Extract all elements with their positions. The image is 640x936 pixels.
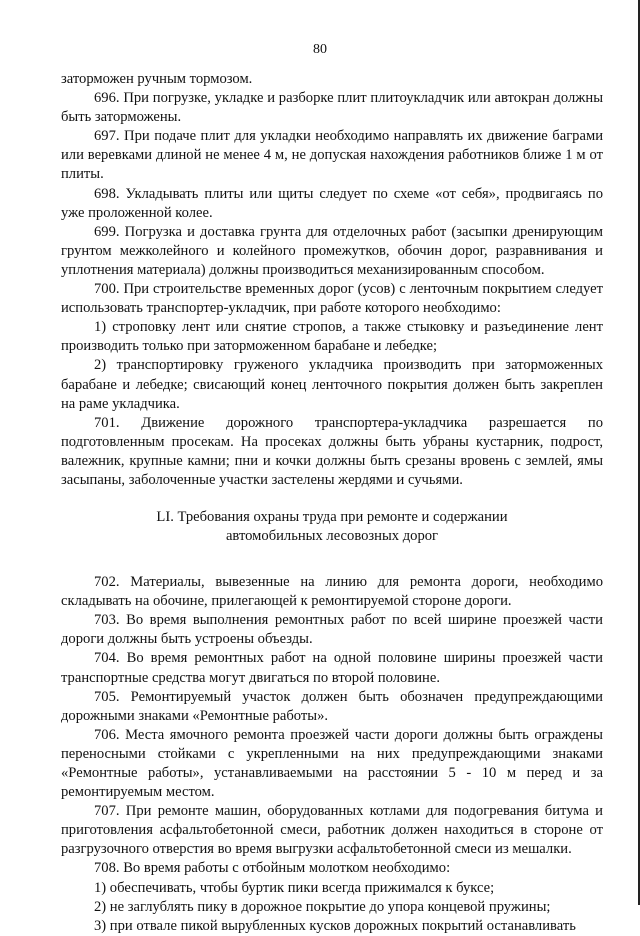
page-number: 80	[313, 42, 327, 57]
paragraph-708: 708. Во время работы с отбойным молотком необходимо:	[94, 860, 451, 877]
paragraph-705: 705. Ремонтируемый участок должен быть обозначен предупреждающими дорожными знаками «Ремонтные работы».	[61, 688, 603, 724]
section-heading-line1: LI. Требования охраны труда при ремонте и содержании	[156, 509, 508, 526]
list-item-708-1: 1) обеспечивать, чтобы буртик пики всегда прижимался к буксе;	[94, 879, 495, 896]
section-heading-line2: автомобильных лесовозных дорог	[225, 528, 439, 545]
paragraph-704: 704. Во время ремонтных работ на одной половине ширины проезжей части транспортные средства могут двигаться по второй половине.	[61, 650, 603, 686]
paragraph-699: 699. Погрузка и доставка грунта для отделочных работ (засыпки дренирующим грунтом межколейного и колейного промежутков, обочин дорог, разравнивания и уплотнения материала) должны производиться механизированным способом.	[61, 223, 603, 278]
section-heading	[61, 508, 603, 546]
paragraph-706: 706. Места ямочного ремонта проезжей части дороги должны быть ограждены переносными стойками с укрепленными на них предупреждающими знаками «Ремонтные работы», устанавливаемыми на расстоянии 5 - 10 м перед и за ремонтируемым местом.	[61, 726, 603, 801]
paragraph: заторможен ручным тормозом.	[61, 71, 253, 87]
document-body	[61, 70, 603, 936]
paragraph-702: 702. Материалы, вывезенные на линию для ремонта дороги, необходимо складывать на обочине, прилегающей к ремонтируемой стороне дороги.	[61, 574, 603, 610]
paragraph-701: 701. Движение дорожного транспортера-укладчика разрешается по подготовленным просекам. На просеках должны быть убраны кустарник, подрост, валежник, крупные камни; пни и кочки должны быть срезаны вровень с землей, ямы засыпаны, заболоченные участки застелены жердями и сучьями.	[61, 414, 603, 488]
paragraph-707: 707. При ремонте машин, оборудованных котлами для подогревания битума и приготовления асфальтобетонной смеси, работник должен находиться в стороне от разгрузочного отверстия во время выгрузки асфальтобетонной смеси из мешалки.	[61, 803, 603, 858]
list-item-708-3: 3) при отвале пикой вырубленных кусков дорожных покрытий останавливать	[94, 917, 576, 934]
paragraph-697: 697. При подаче плит для укладки необходимо направлять их движение баграми или веревками длиной не менее 4 м, не допуская нахождения работников ближе 1 м от плиты.	[61, 128, 603, 183]
list-item-708-2: 2) не заглублять пику в дорожное покрытие до упора концевой пружины;	[94, 898, 551, 915]
list-item-700-2: 2) транспортировку груженого укладчика производить при заторможенных барабане и лебедке; свисающий конец ленточного покрытия должен быть закреплен на раме укладчика.	[61, 357, 603, 412]
paragraph-696: 696. При погрузке, укладке и разборке плит плитоукладчик или автокран должны быть заторможены.	[61, 90, 603, 126]
paragraph-703: 703. Во время выполнения ремонтных работ по всей ширине проезжей части дороги должны быть устроены объезды.	[61, 612, 603, 648]
paragraph-698: 698. Укладывать плиты или щиты следует по схеме «от себя», продвигаясь по уже проложенной колее.	[61, 185, 603, 221]
list-item-700-1: 1) строповку лент или снятие стропов, а также стыковку и разъединение лент производить только при заторможенном барабане и лебедке;	[61, 319, 603, 355]
paragraph-700: 700. При строительстве временных дорог (усов) с ленточным покрытием следует использовать транспортер-укладчик, при работе которого необходимо:	[61, 281, 603, 317]
